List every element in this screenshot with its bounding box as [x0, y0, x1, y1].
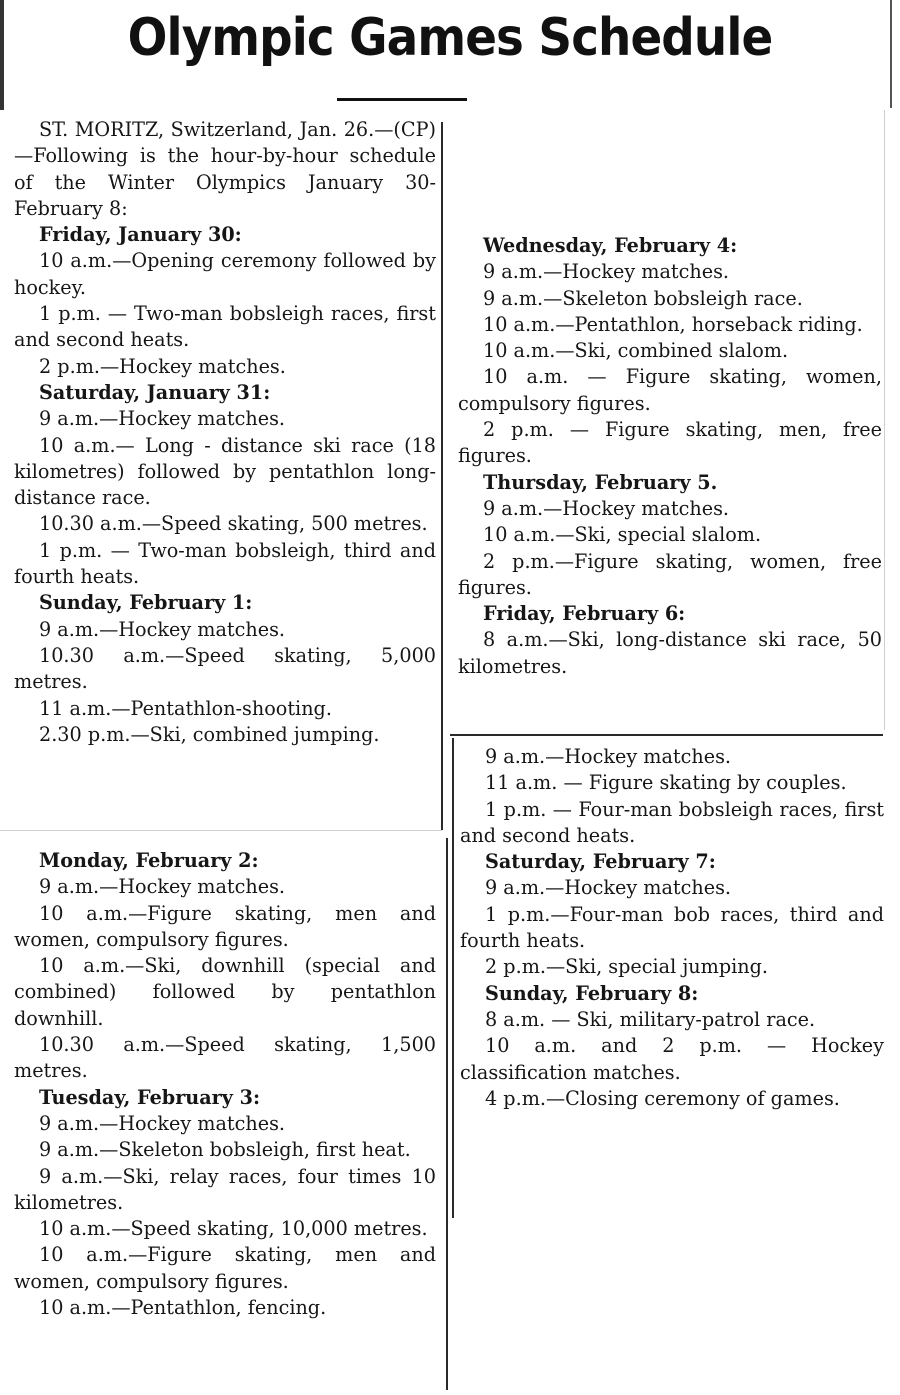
schedule-entry: 10 a.m.—Opening ceremony followed by hockey.: [14, 249, 436, 299]
schedule-entry: 4 p.m.—Closing ceremony of games.: [485, 1086, 840, 1110]
schedule-entry: 1 p.m.—Four-man bob races, third and fourth heats.: [460, 902, 884, 953]
schedule-entry: 10.30 a.m.—Speed skating, 1,500 metres.: [14, 1033, 436, 1083]
schedule-entry: 9 a.m.—Hockey matches.: [483, 260, 730, 284]
schedule-entry: 10 a.m.—Ski, special slalom.: [483, 523, 762, 547]
schedule-entry: 9 a.m.—Ski, relay races, four times 10 kilometres.: [14, 1164, 436, 1214]
schedule-entry: 11 a.m.—Pentathlon-shooting.: [39, 696, 332, 720]
schedule-list: [14, 848, 436, 1321]
schedule-entry: 10 a.m.—Ski, downhill (special and combined) followed by pentathlon downhill.: [14, 954, 436, 1030]
schedule-entry: 10 a.m. and 2 p.m. — Hockey classification matches.: [460, 1034, 884, 1084]
day-heading: Sunday, February 8:: [485, 981, 699, 1005]
schedule-entry: 10 a.m.—Figure skating, men and women, compulsory figures.: [14, 901, 436, 951]
schedule-entry: 2 p.m. — Figure skating, men, free figures.: [458, 418, 882, 468]
schedule-entry: 10 a.m.—Ski, combined slalom.: [483, 339, 789, 363]
schedule-entry: 9 a.m.—Hockey matches.: [39, 1111, 286, 1135]
schedule-entry: 10 a.m.— Long - distance ski race (18 kilometres) followed by pentathlon long-distance race.: [14, 433, 436, 510]
schedule-entry: 2 p.m.—Hockey matches.: [39, 354, 286, 378]
schedule-entry: 9 a.m.—Hockey matches.: [39, 407, 286, 431]
column-rule-left: [0, 0, 4, 110]
day-heading: Tuesday, February 3:: [39, 1085, 261, 1109]
schedule-entry: 9 a.m.—Skeleton bobsleigh, first heat.: [39, 1138, 411, 1162]
schedule-entry: 9 a.m.—Hockey matches.: [485, 745, 732, 768]
column-3: [458, 233, 882, 680]
day-heading: Monday, February 2:: [39, 849, 259, 872]
schedule-entry: 9 a.m.—Hockey matches.: [485, 876, 732, 900]
schedule-entry: 11 a.m. — Figure skating by couples.: [485, 771, 847, 795]
column-2: [14, 848, 436, 1321]
schedule-entry: 9 a.m.—Hockey matches.: [39, 617, 286, 641]
column-rule-right: [890, 0, 892, 108]
schedule-entry: 10 a.m.—Figure skating, men and women, compulsory figures.: [14, 1243, 436, 1293]
schedule-entry: 10 a.m.—Pentathlon, fencing.: [39, 1296, 327, 1320]
schedule-entry: 9 a.m.—Hockey matches.: [39, 875, 286, 899]
schedule-entry: 10.30 a.m.—Speed skating, 5,000 metres.: [14, 643, 436, 694]
schedule-entry: 1 p.m. — Four-man bobsleigh races, first and second heats.: [460, 797, 884, 847]
column-4: [460, 744, 884, 1112]
day-heading: Thursday, February 5.: [483, 470, 718, 494]
schedule-list: [460, 744, 884, 1112]
schedule-entry: 2.30 p.m.—Ski, combined jumping.: [39, 722, 380, 746]
schedule-list: [14, 222, 436, 748]
day-heading: Friday, February 6:: [483, 602, 686, 626]
day-heading: Saturday, February 7:: [485, 850, 716, 874]
schedule-entry: 9 a.m.—Skeleton bobsleigh race.: [483, 286, 803, 310]
schedule-entry: 8 a.m. — Ski, military-patrol race.: [485, 1007, 816, 1031]
column-divider: [441, 122, 443, 830]
column-divider: [452, 738, 454, 1218]
clipping-edge: [0, 830, 442, 831]
headline-rule: [337, 98, 467, 101]
schedule-entry: 1 p.m. — Two-man bobsleigh races, first and second heats.: [14, 302, 436, 352]
schedule-entry: 2 p.m.—Ski, special jumping.: [485, 955, 768, 979]
day-heading: Sunday, February 1:: [39, 591, 253, 615]
schedule-entry: 10 a.m. — Figure skating, women, compulsory figures.: [458, 365, 882, 415]
day-heading: Saturday, January 31:: [39, 380, 271, 404]
schedule-entry: 10 a.m.—Pentathlon, horseback riding.: [483, 312, 863, 336]
schedule-entry: 1 p.m. — Two-man bobsleigh, third and fourth heats.: [14, 538, 436, 589]
schedule-entry: 9 a.m.—Hockey matches.: [483, 496, 730, 520]
column-divider: [446, 838, 448, 1390]
day-heading: Wednesday, February 4:: [483, 234, 738, 257]
schedule-entry: 8 a.m.—Ski, long-distance ski race, 50 kilometres.: [458, 628, 882, 678]
column-1: [14, 117, 436, 748]
headline: Olympic Games Schedule: [127, 8, 773, 68]
dateline: ST. MORITZ, Switzerland, Jan. 26.—(CP)—Following is the hour-by-hour schedule of the Winter Olympics January 30-February 8:: [14, 118, 436, 220]
schedule-entry: 2 p.m.—Figure skating, women, free figures.: [458, 549, 882, 599]
schedule-list: [458, 233, 882, 680]
schedule-entry: 10.30 a.m.—Speed skating, 500 metres.: [39, 512, 428, 536]
schedule-entry: 10 a.m.—Speed skating, 10,000 metres.: [39, 1217, 428, 1241]
clipping-edge: [884, 110, 885, 730]
day-heading: Friday, January 30:: [39, 223, 242, 247]
section-divider: [450, 734, 883, 736]
